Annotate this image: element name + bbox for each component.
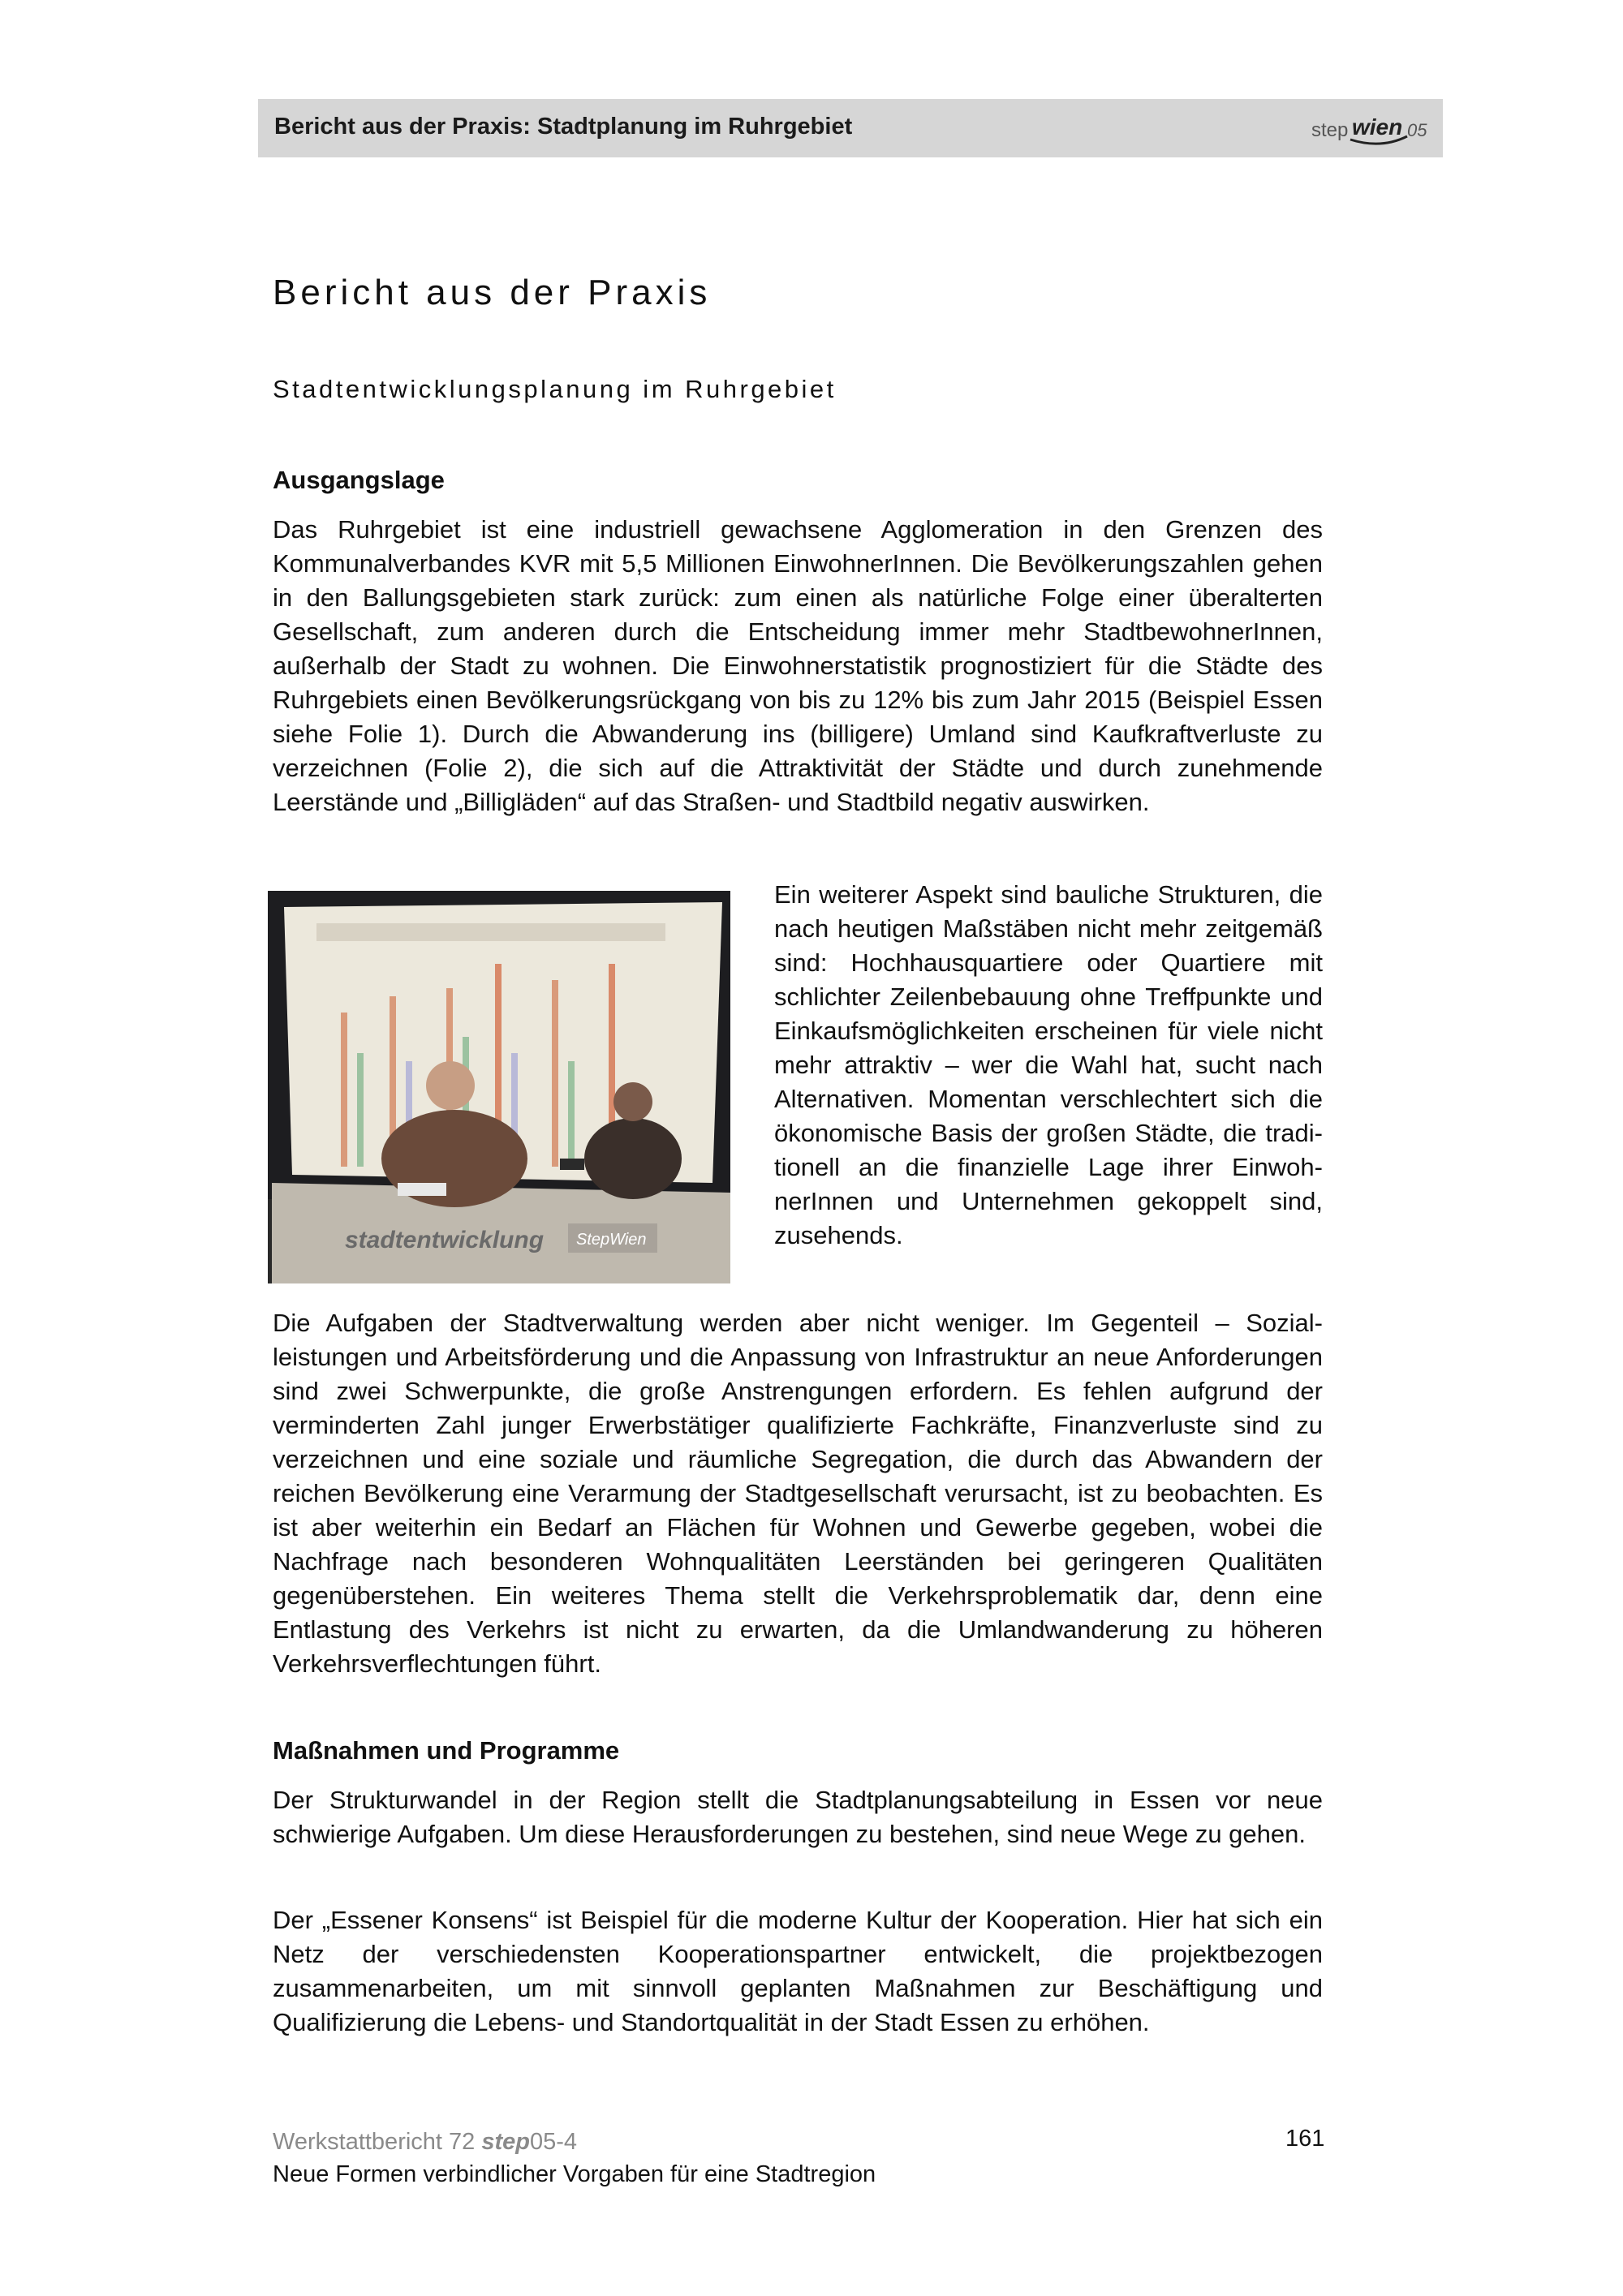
paragraph-ausgangslage-2: Ein weiterer Aspekt sind bauliche Strukturen, die nach heutigen Maßstäben nicht mehr zeitgemäß sind: Hochhausquartiere oder Quartiere mit schlichter Zeilenbebauung ohne Treffpunkte und Einkaufsmöglichkeiten erscheinen für viele nicht mehr attraktiv – wer die Wahl hat, sucht nach Alternativen. Momentan verschlechtert sich die ökonomische Basis der großen Städte, die traditionell an die finanzielle Lage ihrer EinwohnerInnen und Unternehmen gekoppelt sind, zusehends.	[774, 880, 1323, 1249]
running-header	[258, 99, 1443, 157]
svg-text:05: 05	[1407, 120, 1427, 140]
footer-line-2: Neue Formen verbindlicher Vorgaben für eine Stadtregion	[273, 2161, 876, 2187]
paragraph-ausgangslage-1: Das Ruhrgebiet ist eine industriell gewachsene Agglomeration in den Grenzen des Kommunalverbandes KVR mit 5,5 Millionen EinwohnerInnen. Die Bevölkerungszahlen gehen in den Ballungsgebieten stark zurück: zum einen als natürliche Folge einer überalterten Gesellschaft, zum anderen durch die Entscheidung immer mehr StadtbewohnerInnen, außerhalb der Stadt zu wohnen. Die Einwohnerstatistik prognostiziert für die Städte des Ruhrgebiets einen Bevölkerungsrückgang von bis zu 12% bis zum Jahr 2015 (Beispiel Essen siehe Folie 1). Durch die Abwanderung ins (billigere) Umland sind Kaufkraftverluste zu verzeichnen (Folie 2), die sich auf die Attraktivität der Städte und durch zunehmende Leerstände und „Billigläden“ auf das Straßen- und Stadtbild negativ auswirken.	[273, 515, 1323, 816]
page-subtitle: Stadtentwicklungsplanung im Ruhrgebiet	[273, 375, 837, 403]
paragraph-massnahmen-1: Der Strukturwandel in der Region stellt die Stadtplanungsabteilung in Essen vor neue schwierige Aufgaben. Um diese Herausforderungen zu bestehen, sind neue Wege zu gehen.	[273, 1786, 1323, 1848]
footer	[273, 2126, 876, 2191]
paragraph-massnahmen-2: Der „Essener Konsens“ ist Beispiel für die moderne Kultur der Kooperation. Hier hat sich ein Netz der verschiedensten Kooperationspartner entwickelt, die projektbezogen zusammenarbeiten, um mit sinnvoll geplanten Maßnahmen zur Beschäftigung und Qualifizierung die Lebens- und Standortqualität in der Stadt Essen zu erhöhen.	[273, 1906, 1323, 2036]
paragraph-ausgangslage-3: Die Aufgaben der Stadtverwaltung werden aber nicht weniger. Im Gegenteil – Sozialleistungen und Arbeitsförderung und die Anpassung von Infrastruktur an neue Anforderungen sind zwei Schwerpunkte, die große Anstrengungen erfordern. Es fehlen aufgrund der verminderten Zahl junger Erwerbstätiger qualifizierte Fachkräfte, Finanzverluste sind zu verzeichnen und eine soziale und räumliche Segregation, die durch das Abwandern der reichen Bevölkerung eine Verarmung der Stadtgesellschaft verursacht, ist zu beobachten. Es ist aber weiterhin ein Bedarf an Flächen für Wohnen und Gewerbe gegeben, wobei die Nachfrage nach besonderen Wohnqualitäten Leerständen bei geringeren Qualitäten gegenüberstehen. Ein weiteres Thema stellt die Verkehrsproblematik dar, denn eine Entlastung des Verkehrs ist nicht zu erwarten, da die Umlandwanderung zu höheren Verkehrsverflechtungen führt.	[273, 1309, 1323, 1678]
conference-photo	[268, 891, 730, 1283]
footer-line-1: Werkstattbericht 72 step05-4	[273, 2129, 578, 2155]
svg-text:wien: wien	[1352, 114, 1403, 140]
page-number: 161	[1285, 2126, 1325, 2152]
svg-text:StepWien: StepWien	[576, 1231, 647, 1249]
section-heading-ausgangslage: Ausgangslage	[273, 466, 445, 494]
running-header-title: Bericht aus der Praxis: Stadtplanung im Ruhrgebiet	[274, 114, 853, 140]
page-title: Bericht aus der Praxis	[273, 273, 712, 312]
section-heading-massnahmen: Maßnahmen und Programme	[273, 1736, 620, 1765]
svg-text:step: step	[1311, 119, 1349, 141]
svg-text:stadtentwicklung: stadtentwicklung	[345, 1227, 545, 1253]
stepwien-logo	[1308, 104, 1438, 153]
